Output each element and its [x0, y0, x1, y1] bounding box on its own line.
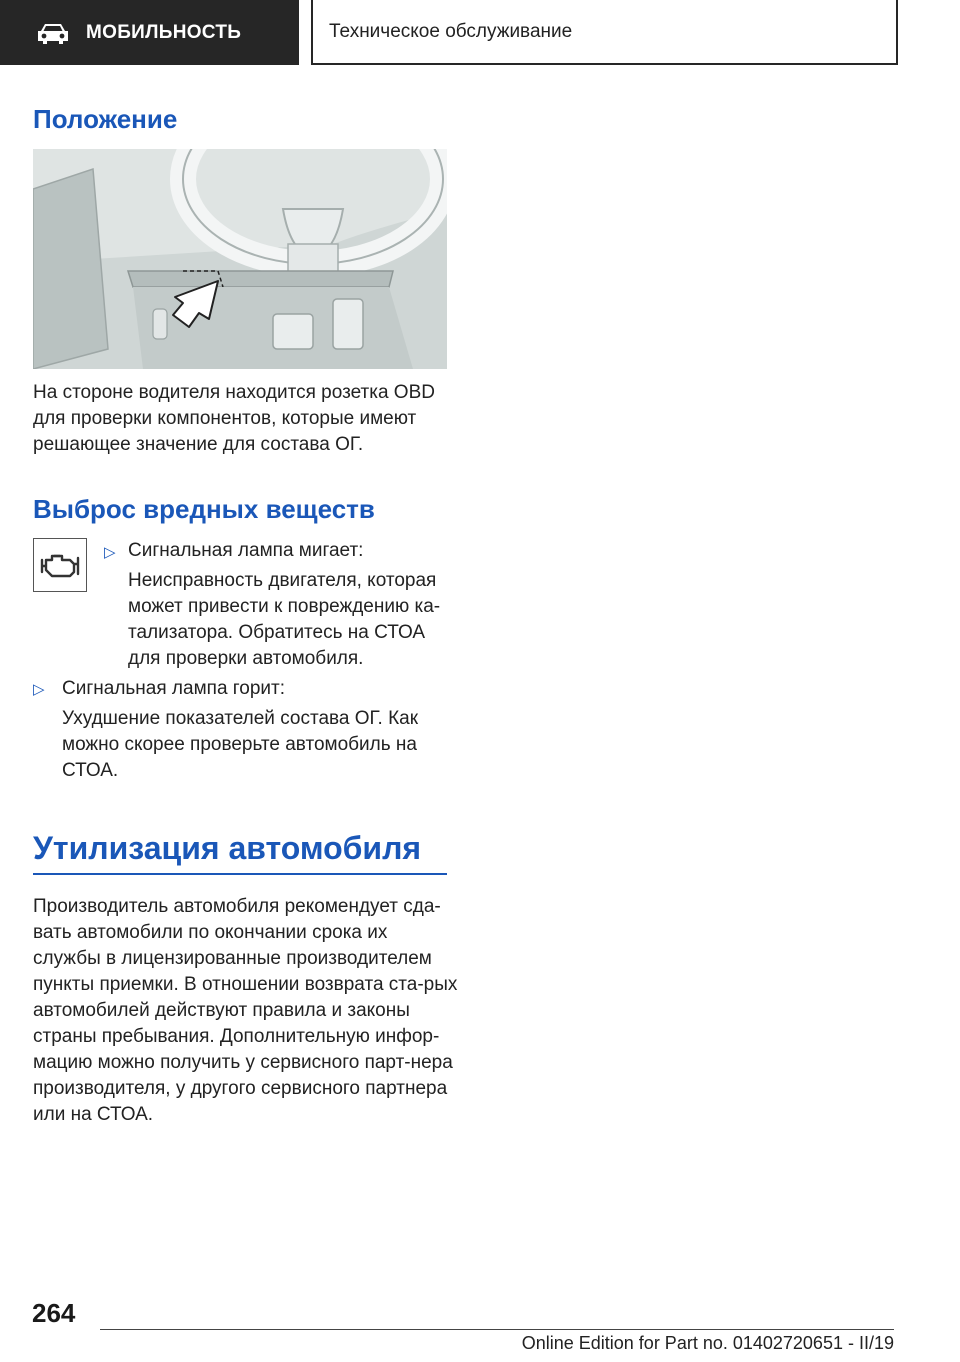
engine-warning-lamp — [33, 538, 87, 592]
section-title: Техническое обслуживание — [329, 20, 573, 42]
emissions-heading: Выброс вредных веществ — [33, 494, 375, 524]
obd-location-illustration — [33, 149, 447, 369]
edition-note: Online Edition for Part no. 01402720651 - II/19 — [521, 1333, 894, 1353]
position-text: На стороне водителя находится розетка OBD для проверки компонентов, которые имеют решающее значение для состава ОГ. — [33, 382, 435, 455]
position-heading: Положение — [33, 104, 178, 134]
bullet-icon: ▷ — [104, 544, 116, 561]
dashboard-illustration — [33, 149, 447, 369]
chapter-title: МОБИЛЬНОСТЬ — [86, 21, 242, 43]
emission-item-1-text: Неисправность двигателя, которая может привести к повреждению ка-тализатора. Обратитесь на СТОА для проверки автомобиля. — [128, 570, 441, 669]
engine-warning-icon — [38, 550, 82, 580]
disposal-text: Производитель автомобиля рекомендует сда-вать автомобили по окончании срока их службы в лицензированные производителем пункты приемки. В отношении возврата ста-рых автомобилей действуют правила и законы страны пребывания. Дополнительную инфор-мацию можно получить у сервисного парт-нера производителя, у другого сервисного партнера или на СТОА. — [33, 896, 458, 1125]
bullet-icon: ▷ — [33, 681, 45, 698]
page-number: 264 — [32, 1298, 76, 1328]
emission-item-1-title: Сигнальная лампа мигает: — [128, 540, 364, 561]
emission-item-2-title: Сигнальная лампа горит: — [62, 678, 286, 699]
footer-rule — [100, 1329, 894, 1330]
disposal-heading: Утилизация автомобиля — [33, 830, 447, 875]
emission-item-2-text: Ухудшение показателей состава ОГ. Как можно скорее проверьте автомобиль на СТОА. — [62, 708, 419, 781]
chapter-tab — [0, 0, 299, 65]
section-tab — [311, 0, 898, 65]
car-icon — [36, 21, 70, 45]
